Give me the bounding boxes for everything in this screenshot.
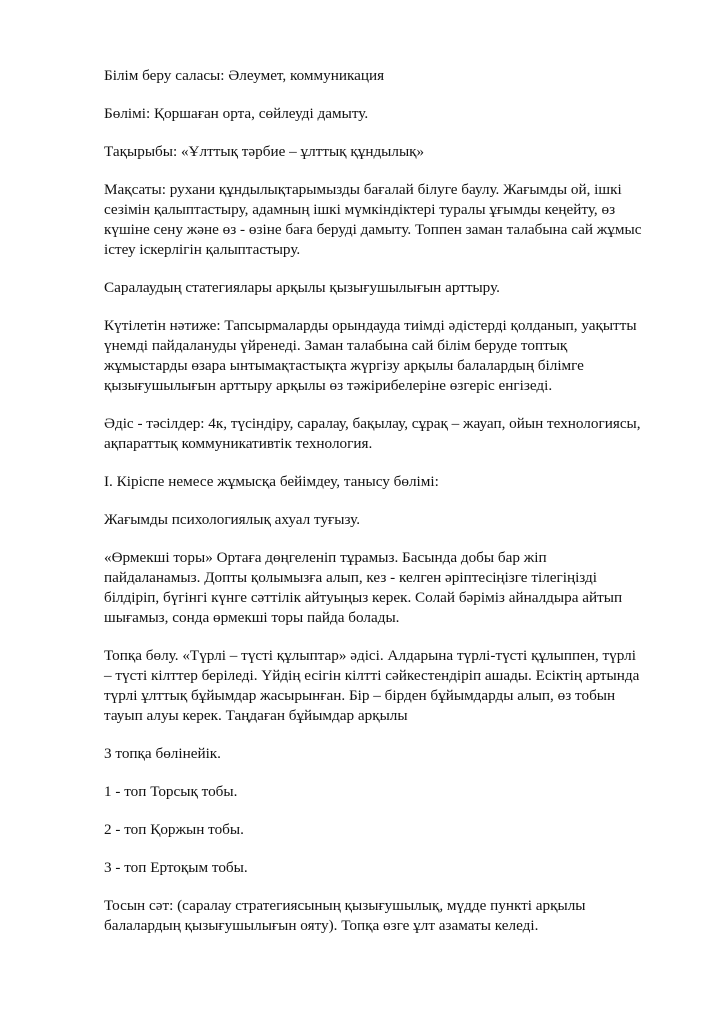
education-area-line: Білім беру саласы: Әлеумет, коммуникация — [104, 67, 385, 84]
methods-paragraph: Әдіс - тәсілдер: 4к, түсіндіру, саралау, бақылау, сұрақ – жауап, ойын технологиясы, ақпараттық коммуникативтік технология. — [104, 415, 641, 452]
introduction-heading: I. Кіріспе немесе жұмысқа бейімдеу, танысу бөлімі: — [104, 473, 439, 490]
section-line: Бөлімі: Қоршаған орта, сөйлеуді дамыту. — [104, 105, 369, 122]
group-1-line: 1 - топ Торсық тобы. — [104, 783, 238, 800]
three-groups-line: 3 топқа бөлінейік. — [104, 745, 221, 762]
expected-result-paragraph: Күтілетін нәтиже: Тапсырмаларды орындауда тиімді әдістерді қолданып, уақытты үнемді пайдалануды үйренеді. Заман талабына сай білім беруде топтық жұмыстарды өзара ынтымақтастықта жүргізу арқылы балалардың білімге қызығушылығын арттыру арқылы өз тәжірибелеріне өзгеріс енгізеді. — [104, 317, 637, 394]
group-division-paragraph: Топқа бөлу. «Түрлі – түсті құлыптар» әдісі. Алдарына түрлі-түсті құлыппен, түрлі – түсті кілттер беріледі. Үйдің есігін кілтті сәйкестендіріп ашады. Есіктің артында түрлі ұлттық бұйымдар жасырынған. Бір – бірден бұйымдарды алып, өз тобын тауып алуы керек. Таңдаған бұйымдар арқылы — [104, 647, 640, 724]
spider-web-paragraph: «Өрмекші торы» Ортаға дөңгеленіп тұрамыз. Басында добы бар жіп пайдаланамыз. Допты қолымызға алып, кез - келген әріптесіңізге тілегіңізді білдіріп, бүгінгі күнге сәттілік айтуыңыз керек. Солай бәріміз айналдыра айтып шығамыз, сонда өрмекші торы пайда болады. — [104, 549, 623, 626]
group-3-line: 3 - топ Ертоқым тобы. — [104, 859, 248, 876]
group-2-line: 2 - топ Қоржын тобы. — [104, 821, 244, 838]
objective-paragraph: Мақсаты: рухани құндылықтарымызды бағалай білуге баулу. Жағымды ой, ішкі сезімін қалыптастыру, адамның ішкі мүмкіндіктері туралы ұғымды кеңейту, өз күшіне сену және өз - өзіне баға беруді дамыту. Топпен заман талабына сай жұмыс істеу іскерлігін қалыптастыру. — [104, 181, 642, 258]
differentiation-line: Саралаудың статегиялары арқылы қызығушылығын арттыру. — [104, 279, 500, 296]
topic-line: Тақырыбы: «Ұлттық тәрбие – ұлттық құндылық» — [104, 143, 425, 160]
psychological-climate-line: Жағымды психологиялық ахуал туғызу. — [104, 511, 361, 528]
surprise-moment-paragraph: Тосын сәт: (саралау стратегиясының қызығушылық, мүдде пункті арқылы балалардың қызығушылығын ояту). Топқа өзге ұлт азаматы келеді. — [104, 897, 586, 934]
document-body — [104, 66, 644, 954]
